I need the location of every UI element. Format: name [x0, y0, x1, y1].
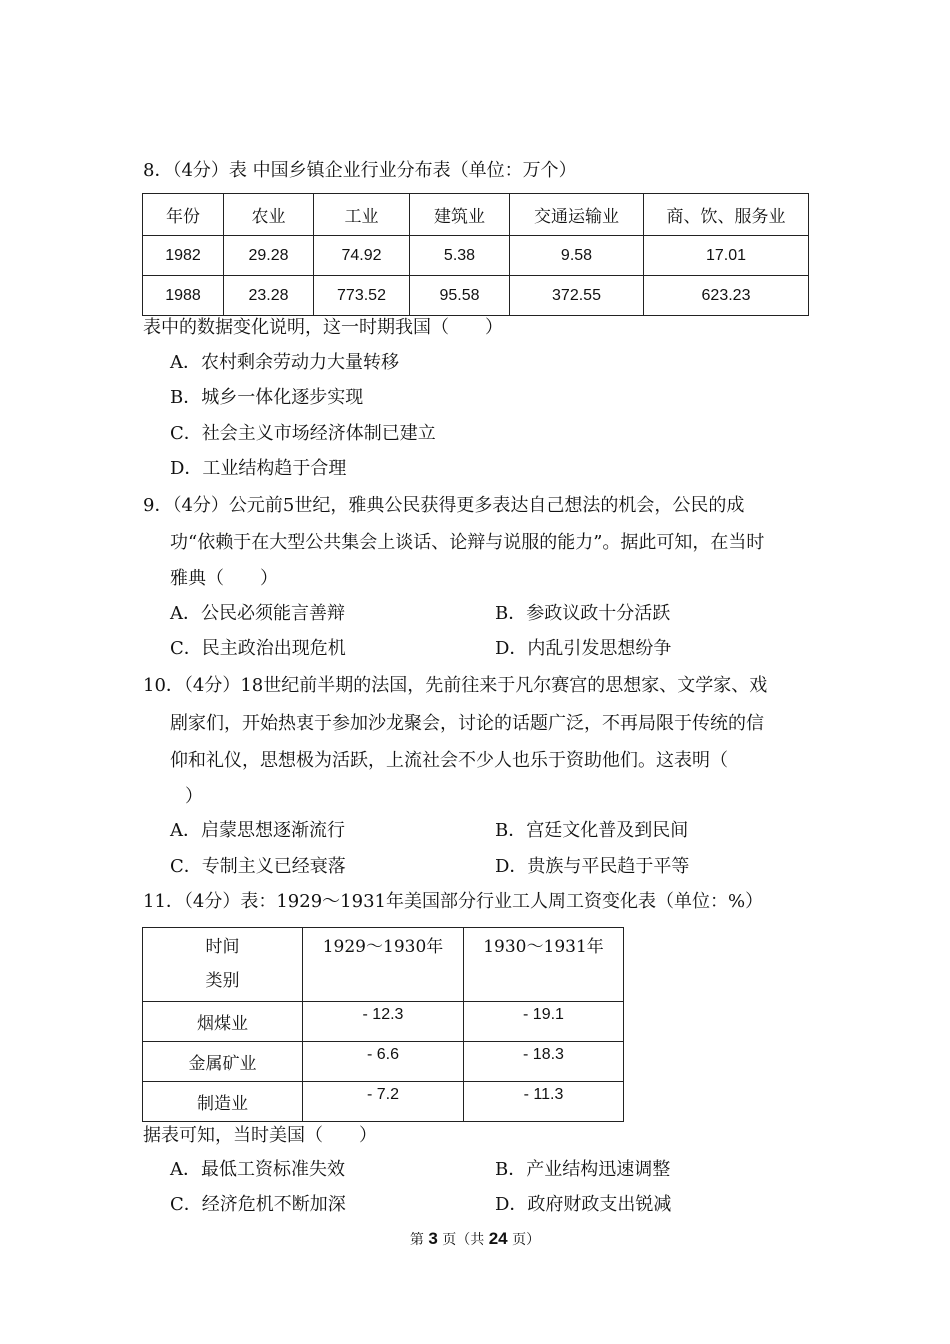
table-row — [143, 236, 809, 276]
q11-option-d: D．政府财政支出锐减 — [495, 1194, 672, 1215]
footer-middle: 页（共 — [437, 1232, 489, 1248]
table-cell: 23.28 — [224, 276, 314, 316]
table-cell: 623.23 — [644, 276, 809, 316]
q9-line-1: 9．（4分）公元前5世纪，雅典公民获得更多表达自己想法的机会，公民的成 — [143, 495, 745, 516]
table-cell: 773.52 — [314, 276, 410, 316]
table-cell: - 19.1 — [464, 1002, 624, 1042]
table-cell: 烟煤业 — [143, 1002, 303, 1042]
q9-line-2: 功“依赖于在大型公共集会上谈话、论辩与说服的能力”。据此可知，在当时 — [170, 532, 765, 553]
header-category-label: 类别 — [205, 971, 240, 991]
table-cell: - 7.2 — [303, 1082, 464, 1122]
table-cell: 制造业 — [143, 1082, 303, 1122]
footer-prefix: 第 — [409, 1232, 429, 1248]
q11-stem: 11．（4分）表：1929～1931年美国部分行业工人周工资变化表（单位：%） — [143, 891, 764, 912]
table-cell: - 12.3 — [303, 1002, 464, 1042]
q9-option-a: A．公民必须能言善辩 — [170, 603, 345, 624]
q9-option-b: B．参政议政十分活跃 — [495, 603, 671, 624]
table-cell: 5.38 — [410, 236, 510, 276]
q11-option-b: B．产业结构迅速调整 — [495, 1159, 671, 1180]
q10-line-4: ） — [185, 786, 203, 807]
table-cell: - 11.3 — [464, 1082, 624, 1122]
table-cell: 95.58 — [410, 276, 510, 316]
header-cell: 年份 — [143, 194, 224, 236]
table-cell: 金属矿业 — [143, 1042, 303, 1082]
q9-option-d: D．内乱引发思想纷争 — [495, 638, 672, 659]
header-cell: 商、饮、服务业 — [644, 194, 809, 236]
q9-option-c: C．民主政治出现危机 — [170, 638, 346, 659]
header-cell: 1930～1931年 — [464, 928, 624, 1002]
q9-line-3: 雅典（ ） — [170, 568, 278, 589]
table-cell: 1982 — [143, 236, 224, 276]
q10-option-c: C．专制主义已经衰落 — [170, 856, 346, 877]
table-cell: 372.55 — [510, 276, 644, 316]
q11-option-a: A．最低工资标准失效 — [170, 1159, 345, 1180]
table-header-row — [143, 194, 809, 236]
q10-line-2: 剧家们，开始热衷于参加沙龙聚会，讨论的话题广泛，不再局限于传统的信 — [170, 713, 764, 734]
q8-stem: 8．（4分）表 中国乡镇企业行业分布表（单位：万个） — [143, 160, 577, 181]
header-cell-diagonal — [143, 928, 303, 1002]
footer-total-pages: 24 — [488, 1229, 508, 1248]
q10-option-a: A．启蒙思想逐渐流行 — [170, 820, 345, 841]
header-cell: 农业 — [224, 194, 314, 236]
table-cell: 1988 — [143, 276, 224, 316]
q10-option-b: B．宫廷文化普及到民间 — [495, 820, 689, 841]
header-cell: 1929～1930年 — [303, 928, 464, 1002]
table-cell: 29.28 — [224, 236, 314, 276]
q8-table — [142, 193, 809, 316]
header-time-label: 时间 — [205, 937, 240, 957]
table-row — [143, 1082, 624, 1122]
table-cell: - 6.6 — [303, 1042, 464, 1082]
q8-option-c: C．社会主义市场经济体制已建立 — [170, 423, 436, 444]
q10-line-3: 仰和礼仪，思想极为活跃，上流社会不少人也乐于资助他们。这表明（ — [170, 750, 728, 771]
table-row — [143, 276, 809, 316]
q8-option-d: D．工业结构趋于合理 — [170, 458, 347, 479]
q10-option-d: D．贵族与平民趋于平等 — [495, 856, 690, 877]
table-header-row — [143, 928, 624, 1002]
q11-after: 据表可知，当时美国（ ） — [143, 1125, 377, 1146]
footer-suffix: 页） — [507, 1232, 541, 1248]
header-cell: 交通运输业 — [510, 194, 644, 236]
q8-option-a: A．农村剩余劳动力大量转移 — [170, 352, 399, 373]
footer-page-number: 3 — [428, 1229, 438, 1248]
q11-table — [142, 927, 624, 1122]
table-cell: 74.92 — [314, 236, 410, 276]
table-cell: 17.01 — [644, 236, 809, 276]
page-footer — [0, 1229, 950, 1250]
table-cell: - 18.3 — [464, 1042, 624, 1082]
q10-line-1: 10．（4分）18世纪前半期的法国，先前往来于凡尔赛宫的思想家、文学家、戏 — [143, 675, 768, 696]
table-row — [143, 1002, 624, 1042]
q11-option-c: C．经济危机不断加深 — [170, 1194, 346, 1215]
header-cell: 工业 — [314, 194, 410, 236]
table-row — [143, 1042, 624, 1082]
header-cell: 建筑业 — [410, 194, 510, 236]
q8-option-b: B．城乡一体化逐步实现 — [170, 387, 364, 408]
table-cell: 9.58 — [510, 236, 644, 276]
q8-after: 表中的数据变化说明，这一时期我国（ ） — [143, 317, 503, 338]
